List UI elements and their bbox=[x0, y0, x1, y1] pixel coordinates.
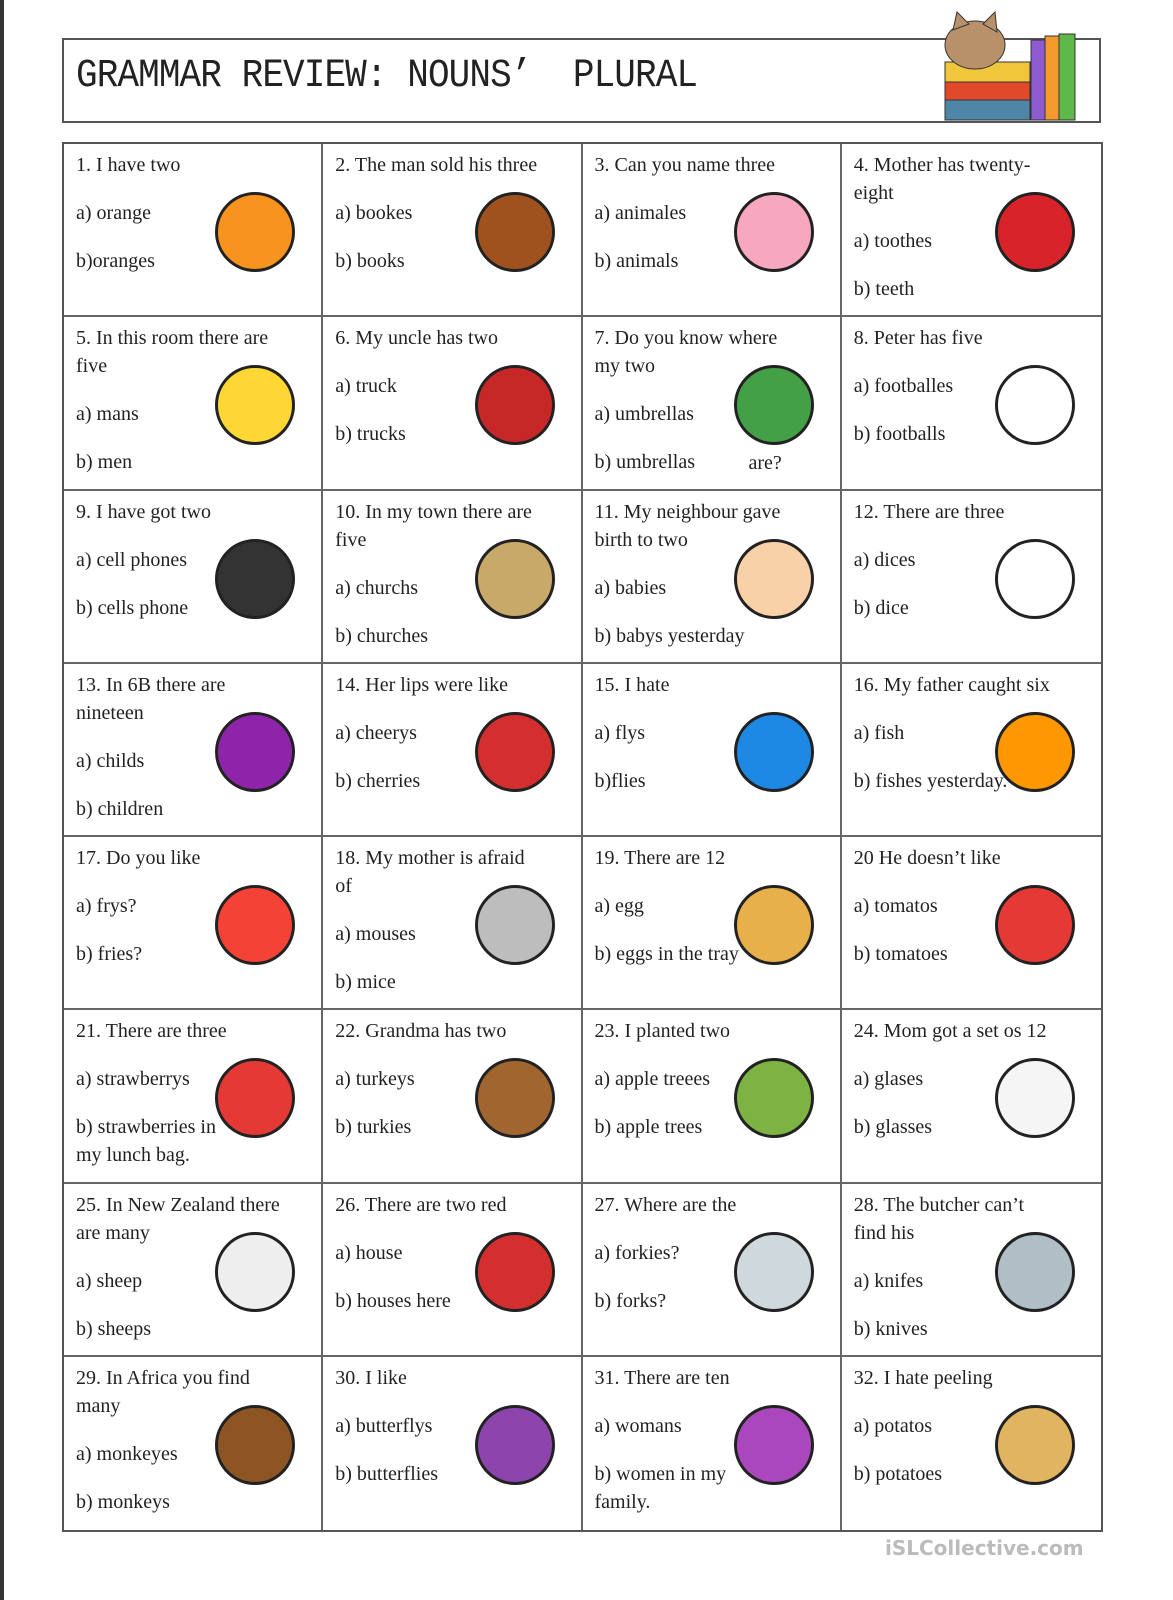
answer-option-b[interactable] bbox=[335, 247, 568, 275]
question-cell bbox=[323, 491, 582, 664]
answer-option-b[interactable] bbox=[76, 1488, 309, 1516]
option-line: a) dices bbox=[853, 548, 916, 571]
answer-option-a[interactable] bbox=[595, 892, 828, 920]
question-text bbox=[854, 1364, 1089, 1392]
option-line: a) turkeys bbox=[335, 1068, 415, 1091]
answer-option-b[interactable] bbox=[595, 448, 828, 476]
answer-option-a[interactable] bbox=[854, 719, 1089, 747]
answer-option-a[interactable] bbox=[595, 719, 828, 747]
answer-option-b[interactable] bbox=[335, 968, 568, 996]
option-line: b) houses here bbox=[335, 1289, 451, 1312]
question-line: 11. My neighbour gave bbox=[594, 500, 781, 523]
option-line: b) monkeys bbox=[76, 1490, 170, 1513]
answer-option-b[interactable] bbox=[76, 247, 309, 275]
question-text bbox=[76, 1017, 309, 1045]
question-line: 15. I hate bbox=[594, 673, 670, 696]
answer-option-b[interactable] bbox=[335, 420, 568, 448]
question-line: 10. In my town there are bbox=[335, 500, 532, 523]
option-line: a) footballes bbox=[853, 375, 954, 398]
option-line: a) potatos bbox=[853, 1414, 933, 1437]
question-text bbox=[595, 1364, 828, 1392]
question-cell bbox=[323, 144, 582, 317]
question-cell bbox=[323, 1010, 582, 1183]
option-line: b)oranges bbox=[76, 250, 155, 272]
question-cell bbox=[64, 664, 323, 837]
question-cell bbox=[583, 491, 842, 664]
answer-option-b[interactable] bbox=[854, 1315, 1089, 1343]
option-line: a) flys bbox=[594, 721, 646, 744]
option-line: b) tomatoes bbox=[853, 943, 948, 965]
question-line: 8. Peter has five bbox=[853, 327, 983, 350]
question-text bbox=[854, 324, 1089, 352]
question-cell bbox=[64, 837, 323, 1010]
option-line: my lunch bag. bbox=[76, 1144, 190, 1167]
answer-option-a[interactable] bbox=[854, 1412, 1089, 1440]
option-line: b) turkies bbox=[335, 1116, 412, 1139]
option-line: a) churchs bbox=[335, 576, 418, 599]
answer-option-b[interactable] bbox=[76, 795, 309, 823]
question-text bbox=[335, 1191, 568, 1219]
option-line: b) dice bbox=[853, 596, 909, 619]
option-line: b) mice bbox=[335, 971, 396, 993]
question-text bbox=[335, 1364, 568, 1392]
question-line: 29. In Africa you find bbox=[76, 1366, 250, 1389]
option-line: b) churches bbox=[335, 624, 428, 647]
question-line: 30. I like bbox=[335, 1366, 407, 1389]
cat-on-books-icon bbox=[935, 10, 1085, 122]
option-line: b) butterflies bbox=[335, 1462, 438, 1485]
question-line: nineteen bbox=[76, 701, 144, 724]
question-cell bbox=[842, 1010, 1101, 1183]
question-cell bbox=[583, 1010, 842, 1183]
question-cell bbox=[583, 317, 842, 490]
question-text bbox=[76, 498, 309, 526]
option-line: a) childs bbox=[76, 749, 145, 772]
question-line: 20 He doesn’t like bbox=[853, 847, 1001, 869]
answer-option-b[interactable] bbox=[595, 940, 828, 968]
answer-option-a[interactable] bbox=[595, 1239, 828, 1267]
question-cell bbox=[64, 1010, 323, 1183]
answer-option-a[interactable] bbox=[76, 892, 309, 920]
answer-option-b[interactable] bbox=[335, 1113, 568, 1141]
option-line: b) sheeps bbox=[76, 1317, 151, 1340]
question-cell bbox=[842, 1184, 1101, 1357]
option-line: a) fish bbox=[853, 721, 905, 744]
option-line: a) glases bbox=[853, 1068, 924, 1091]
exercise-grid bbox=[62, 142, 1103, 1532]
answer-option-b[interactable] bbox=[335, 622, 568, 650]
question-cell bbox=[323, 664, 582, 837]
option-line: b) trucks bbox=[335, 423, 406, 446]
question-cell bbox=[64, 317, 323, 490]
answer-option-b[interactable] bbox=[595, 247, 828, 275]
answer-option-b[interactable] bbox=[595, 1287, 828, 1315]
answer-option-b[interactable] bbox=[854, 940, 1089, 968]
question-line: 21. There are three bbox=[76, 1020, 227, 1043]
answer-option-a[interactable] bbox=[76, 199, 309, 227]
question-cell bbox=[323, 317, 582, 490]
question-cell bbox=[323, 1357, 582, 1530]
question-text bbox=[595, 844, 828, 872]
option-line: b) glasses bbox=[853, 1116, 933, 1139]
answer-option-b[interactable] bbox=[595, 767, 828, 795]
answer-option-a[interactable] bbox=[76, 747, 309, 775]
option-line: b) footballs bbox=[853, 423, 946, 446]
option-line: b) cherries bbox=[335, 769, 421, 792]
question-line: 6. My uncle has two bbox=[335, 327, 499, 350]
question-line: 3. Can you name three bbox=[594, 154, 775, 176]
question-cell bbox=[842, 1357, 1101, 1530]
option-line: b) forks? bbox=[594, 1289, 667, 1312]
question-line: 12. There are three bbox=[853, 500, 1005, 523]
option-line: a) orange bbox=[76, 202, 151, 224]
question-line: 24. Mom got a set os 12 bbox=[853, 1020, 1047, 1043]
option-line: b) animals bbox=[594, 250, 679, 272]
question-line: find his bbox=[853, 1221, 915, 1244]
question-cell bbox=[64, 1184, 323, 1357]
question-line: 28. The butcher can’t bbox=[853, 1193, 1025, 1216]
option-line: b) strawberries in bbox=[76, 1116, 216, 1139]
option-line: a) sheep bbox=[76, 1269, 143, 1292]
question-cell bbox=[842, 317, 1101, 490]
question-line: 4. Mother has twenty- bbox=[853, 154, 1031, 176]
option-line: b) men bbox=[76, 451, 133, 474]
answer-option-a[interactable] bbox=[335, 719, 568, 747]
option-line: a) tomatos bbox=[853, 895, 938, 917]
answer-option-a[interactable] bbox=[76, 400, 309, 428]
answer-option-b[interactable] bbox=[76, 940, 309, 968]
answer-option-a[interactable] bbox=[595, 574, 828, 602]
option-line: a) mans bbox=[76, 403, 139, 426]
answer-option-a[interactable] bbox=[76, 1440, 309, 1468]
question-cell bbox=[583, 837, 842, 1010]
answer-option-a[interactable] bbox=[854, 1065, 1089, 1093]
question-cell bbox=[64, 491, 323, 664]
question-line: 19. There are 12 bbox=[594, 847, 726, 869]
question-text bbox=[335, 324, 568, 352]
answer-option-a[interactable] bbox=[76, 1267, 309, 1295]
answer-option-a[interactable] bbox=[854, 1267, 1089, 1295]
extra-text: are? bbox=[748, 451, 782, 474]
answer-option-b[interactable] bbox=[595, 622, 828, 650]
answer-option-a[interactable] bbox=[854, 892, 1089, 920]
question-line: 16. My father caught six bbox=[853, 673, 1050, 696]
question-text bbox=[595, 671, 828, 699]
option-line: a) cheerys bbox=[335, 721, 417, 744]
option-line: a) womans bbox=[594, 1414, 682, 1437]
page-title: GRAMMAR REVIEW: NOUNS’ PLURAL bbox=[76, 54, 698, 99]
question-line: 23. I planted two bbox=[594, 1020, 731, 1043]
question-text bbox=[854, 844, 1089, 872]
answer-option-a[interactable] bbox=[335, 920, 568, 948]
option-line: b) books bbox=[335, 250, 405, 272]
answer-option-a[interactable] bbox=[76, 546, 309, 574]
answer-option-b[interactable] bbox=[76, 448, 309, 476]
question-text bbox=[854, 1017, 1089, 1045]
question-cell bbox=[583, 144, 842, 317]
option-line: a) mouses bbox=[335, 923, 416, 945]
answer-option-a[interactable] bbox=[854, 546, 1089, 574]
option-line: b) potatoes bbox=[853, 1462, 943, 1485]
question-cell bbox=[842, 144, 1101, 317]
question-line: five bbox=[335, 528, 367, 551]
question-text bbox=[335, 1017, 568, 1045]
answer-option-b[interactable] bbox=[76, 594, 309, 622]
answer-option-b[interactable] bbox=[76, 1113, 309, 1169]
question-cell bbox=[842, 837, 1101, 1010]
answer-option-a[interactable] bbox=[76, 1065, 309, 1093]
option-line: b)flies bbox=[594, 769, 646, 792]
question-line: are many bbox=[76, 1221, 150, 1244]
option-line: a) babies bbox=[594, 576, 667, 599]
question-line: 18. My mother is afraid bbox=[335, 847, 525, 869]
option-line: b) cells phone bbox=[76, 596, 189, 619]
option-line: a) toothes bbox=[853, 230, 933, 252]
option-line: a) forkies? bbox=[594, 1241, 680, 1264]
question-text bbox=[76, 844, 309, 872]
question-line: of bbox=[335, 875, 352, 897]
question-text bbox=[595, 1017, 828, 1045]
question-cell bbox=[64, 144, 323, 317]
answer-option-a[interactable] bbox=[595, 1065, 828, 1093]
option-line: a) knifes bbox=[853, 1269, 924, 1292]
option-line: a) monkeyes bbox=[76, 1442, 178, 1465]
option-line: b) teeth bbox=[853, 278, 915, 300]
option-line: a) butterflys bbox=[335, 1414, 433, 1437]
question-text bbox=[854, 671, 1089, 699]
answer-option-a[interactable] bbox=[335, 372, 568, 400]
answer-option-b[interactable] bbox=[854, 767, 1089, 795]
option-line: b) fries? bbox=[76, 943, 143, 965]
question-line: my two bbox=[594, 355, 656, 378]
answer-option-a[interactable] bbox=[595, 400, 828, 428]
answer-option-b[interactable] bbox=[76, 1315, 309, 1343]
question-line: 13. In 6B there are bbox=[76, 673, 226, 696]
answer-option-b[interactable] bbox=[854, 1460, 1089, 1488]
answer-option-a[interactable] bbox=[335, 1065, 568, 1093]
answer-option-b[interactable] bbox=[854, 1113, 1089, 1141]
question-line: 27. Where are the bbox=[594, 1193, 737, 1216]
question-cell bbox=[583, 1184, 842, 1357]
answer-option-b[interactable] bbox=[335, 1460, 568, 1488]
question-cell bbox=[842, 664, 1101, 837]
option-line: b) women in my bbox=[594, 1462, 727, 1485]
answer-option-a[interactable] bbox=[335, 199, 568, 227]
question-line: 25. In New Zealand there bbox=[76, 1193, 280, 1216]
option-line: a) house bbox=[335, 1241, 403, 1264]
question-text bbox=[595, 1191, 828, 1219]
question-line: five bbox=[76, 355, 108, 378]
question-line: birth to two bbox=[594, 528, 688, 551]
option-line: b) children bbox=[76, 797, 164, 820]
window-edge bbox=[0, 0, 4, 1600]
question-line: 1. I have two bbox=[76, 154, 181, 176]
question-text bbox=[595, 151, 828, 179]
question-line: 7. Do you know where bbox=[594, 327, 778, 350]
question-line: 5. In this room there are bbox=[76, 327, 269, 350]
answer-option-b[interactable] bbox=[335, 767, 568, 795]
question-line: many bbox=[76, 1394, 121, 1417]
option-line: a) umbrellas bbox=[594, 403, 694, 426]
question-line: 22. Grandma has two bbox=[335, 1020, 507, 1043]
question-cell bbox=[583, 1357, 842, 1530]
option-line: b) apple trees bbox=[594, 1116, 703, 1139]
question-text bbox=[854, 498, 1089, 526]
option-line: a) bookes bbox=[335, 202, 413, 224]
answer-option-b[interactable] bbox=[595, 1460, 828, 1516]
option-line: b) fishes yesterday. bbox=[853, 769, 1008, 792]
option-line: a) animales bbox=[594, 202, 687, 224]
question-line: eight bbox=[853, 182, 894, 204]
question-line: 2. The man sold his three bbox=[335, 154, 538, 176]
answer-option-b[interactable] bbox=[854, 420, 1089, 448]
question-text bbox=[335, 671, 568, 699]
answer-option-b[interactable] bbox=[854, 594, 1089, 622]
question-line: 17. Do you like bbox=[76, 847, 201, 869]
question-line: 31. There are ten bbox=[594, 1366, 730, 1389]
question-line: 14. Her lips were like bbox=[335, 673, 508, 696]
question-cell bbox=[583, 664, 842, 837]
question-cell bbox=[323, 1184, 582, 1357]
answer-option-a[interactable] bbox=[854, 372, 1089, 400]
answer-option-a[interactable] bbox=[335, 1239, 568, 1267]
question-line: 9. I have got two bbox=[76, 500, 211, 523]
option-line: a) strawberrys bbox=[76, 1068, 190, 1091]
option-line: a) frys? bbox=[76, 895, 137, 917]
question-cell bbox=[64, 1357, 323, 1530]
option-line: a) egg bbox=[594, 895, 644, 917]
option-line: a) cell phones bbox=[76, 548, 188, 571]
watermark: iSLCollective.com bbox=[885, 1536, 1084, 1560]
option-line: a) truck bbox=[335, 375, 397, 398]
answer-option-a[interactable] bbox=[335, 574, 568, 602]
option-line: b) umbrellas bbox=[594, 451, 696, 474]
question-line: 32. I hate peeling bbox=[853, 1366, 993, 1389]
option-line: b) knives bbox=[853, 1317, 928, 1340]
option-line: b) eggs in the tray bbox=[594, 943, 739, 965]
question-line: 26. There are two red bbox=[335, 1193, 507, 1216]
option-line: family. bbox=[594, 1490, 651, 1513]
question-cell bbox=[842, 491, 1101, 664]
option-line: a) apple treees bbox=[594, 1068, 710, 1091]
answer-option-a[interactable] bbox=[595, 1412, 828, 1440]
answer-option-a[interactable] bbox=[595, 199, 828, 227]
question-cell bbox=[323, 837, 582, 1010]
question-text bbox=[76, 151, 309, 179]
answer-option-b[interactable] bbox=[335, 1287, 568, 1315]
answer-option-b[interactable] bbox=[854, 275, 1089, 303]
question-text bbox=[335, 151, 568, 179]
answer-option-b[interactable] bbox=[595, 1113, 828, 1141]
answer-option-a[interactable] bbox=[335, 1412, 568, 1440]
option-line: b) babys yesterday bbox=[594, 624, 745, 647]
answer-option-a[interactable] bbox=[854, 227, 1089, 255]
